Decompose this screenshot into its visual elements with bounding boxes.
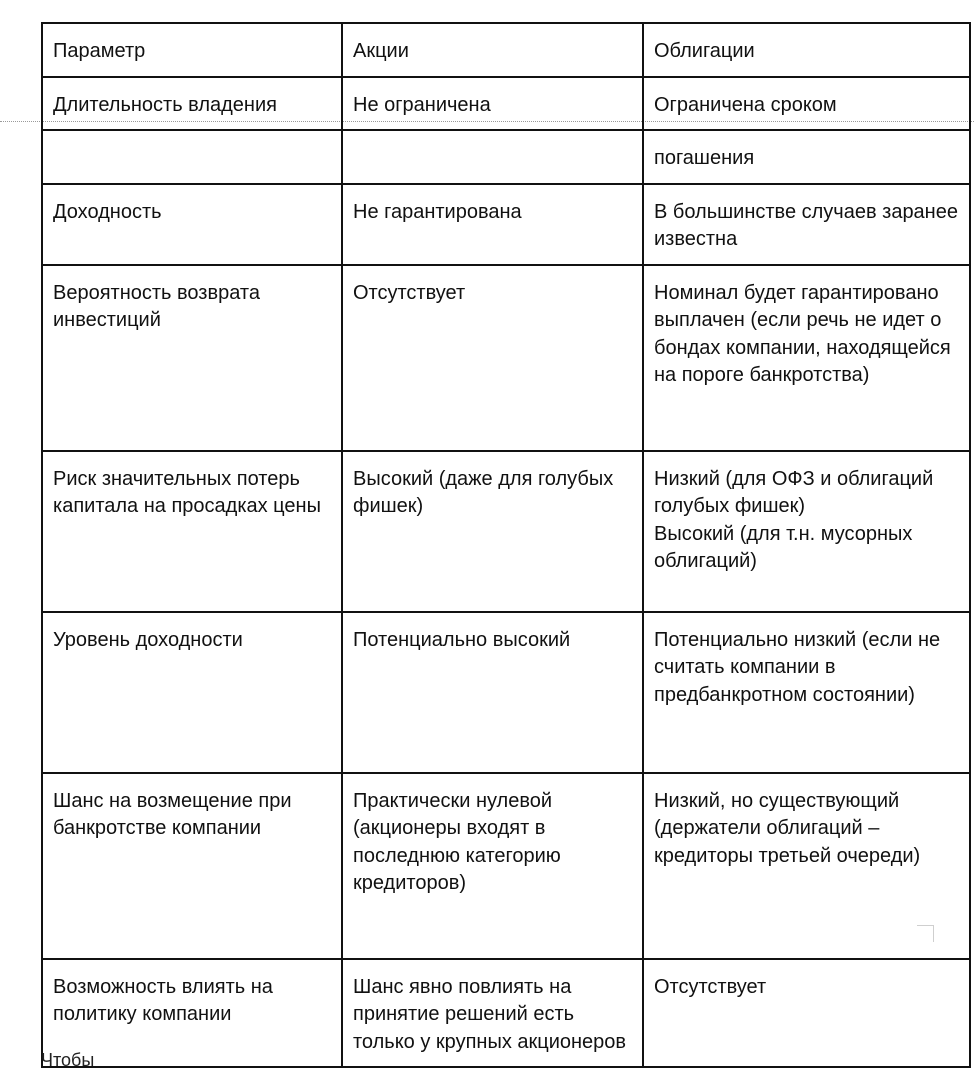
cell-text: Ограничена сроком xyxy=(654,93,837,116)
cell-text: Высокий (даже для голубых фишек) xyxy=(353,467,614,517)
table-cell-c2 xyxy=(342,130,643,184)
table-cell-c1 xyxy=(42,612,342,773)
cell-text: Практически нулевой (акционеры входят в последнюю категорию кредиторов) xyxy=(353,789,561,894)
cell-text: Шанс на возмещение при банкротстве компании xyxy=(53,789,292,839)
table-row xyxy=(42,130,970,184)
table-cell-c2 xyxy=(342,773,643,959)
table-cell-c3 xyxy=(643,77,970,131)
table-cell-c1 xyxy=(42,77,342,131)
table-row xyxy=(42,773,970,959)
cell-text: Возможность влиять на политику компании xyxy=(53,975,273,1025)
table-cell-c2 xyxy=(342,451,643,612)
table-row xyxy=(42,959,970,1068)
header-cell-parameter: Параметр xyxy=(42,23,342,77)
table-row xyxy=(42,265,970,451)
cell-text: Отсутствует xyxy=(353,281,466,304)
table-cell-c3 xyxy=(643,612,970,773)
cell-text: Не ограничена xyxy=(353,93,491,116)
table-cell-c3 xyxy=(643,184,970,265)
table-cell-c2 xyxy=(342,959,643,1068)
table-row xyxy=(42,77,970,131)
cell-text: Длительность владения xyxy=(53,93,277,116)
following-text: Чтобы xyxy=(41,1050,95,1070)
header-cell-stocks: Акции xyxy=(342,23,643,77)
cell-text: Низкий (для ОФЗ и облигаций голубых фишек) xyxy=(654,467,934,517)
cell-text: Высокий (для т.н. мусорных облигаций) xyxy=(654,522,913,572)
table-cell-c2 xyxy=(342,265,643,451)
table-row xyxy=(42,451,970,612)
table-cell-c1 xyxy=(42,184,342,265)
table-cell-c2 xyxy=(342,77,643,131)
table-cell-c1 xyxy=(42,130,342,184)
cell-text: Номинал будет гарантировано выплачен (если речь не идет о бондах компании, находящейся на пороге банкротства) xyxy=(654,281,951,386)
cell-text: Шанс явно повлиять на принятие решений есть только у крупных акционеров xyxy=(353,975,627,1053)
cell-text: Вероятность возврата инвестиций xyxy=(53,281,260,331)
table-row xyxy=(42,184,970,265)
cell-text: Не гарантирована xyxy=(353,200,522,223)
table-row xyxy=(42,612,970,773)
header-cell-bonds: Облигации xyxy=(643,23,970,77)
cell-text: Доходность xyxy=(53,200,162,223)
cell-text: Отсутствует xyxy=(654,975,767,998)
cell-text: Потенциально высокий xyxy=(353,628,571,651)
cell-text: Потенциально низкий (если не считать компании в предбанкротном состоянии) xyxy=(654,628,941,706)
table-cell-c2 xyxy=(342,612,643,773)
table-cell-c1 xyxy=(42,773,342,959)
cell-text: Низкий, но существующий (держатели облигаций – кредиторы третьей очереди) xyxy=(654,789,921,867)
table-cell-c3 xyxy=(643,959,970,1068)
table-cell-c3 xyxy=(643,265,970,451)
comparison-table xyxy=(41,22,971,1068)
table-header-row xyxy=(42,23,970,77)
table-cell-c1 xyxy=(42,451,342,612)
cell-text: Риск значительных потерь капитала на просадках цены xyxy=(53,467,321,517)
cell-text: Уровень доходности xyxy=(53,628,243,651)
cell-text: погашения xyxy=(654,147,755,169)
table-cell-c1 xyxy=(42,265,342,451)
corner-mark xyxy=(917,925,934,942)
cell-text: В большинстве случаев заранее известна xyxy=(654,200,958,250)
table-cell-c2 xyxy=(342,184,643,265)
table-cell-c3 xyxy=(643,130,970,184)
table-cell-c3 xyxy=(643,451,970,612)
